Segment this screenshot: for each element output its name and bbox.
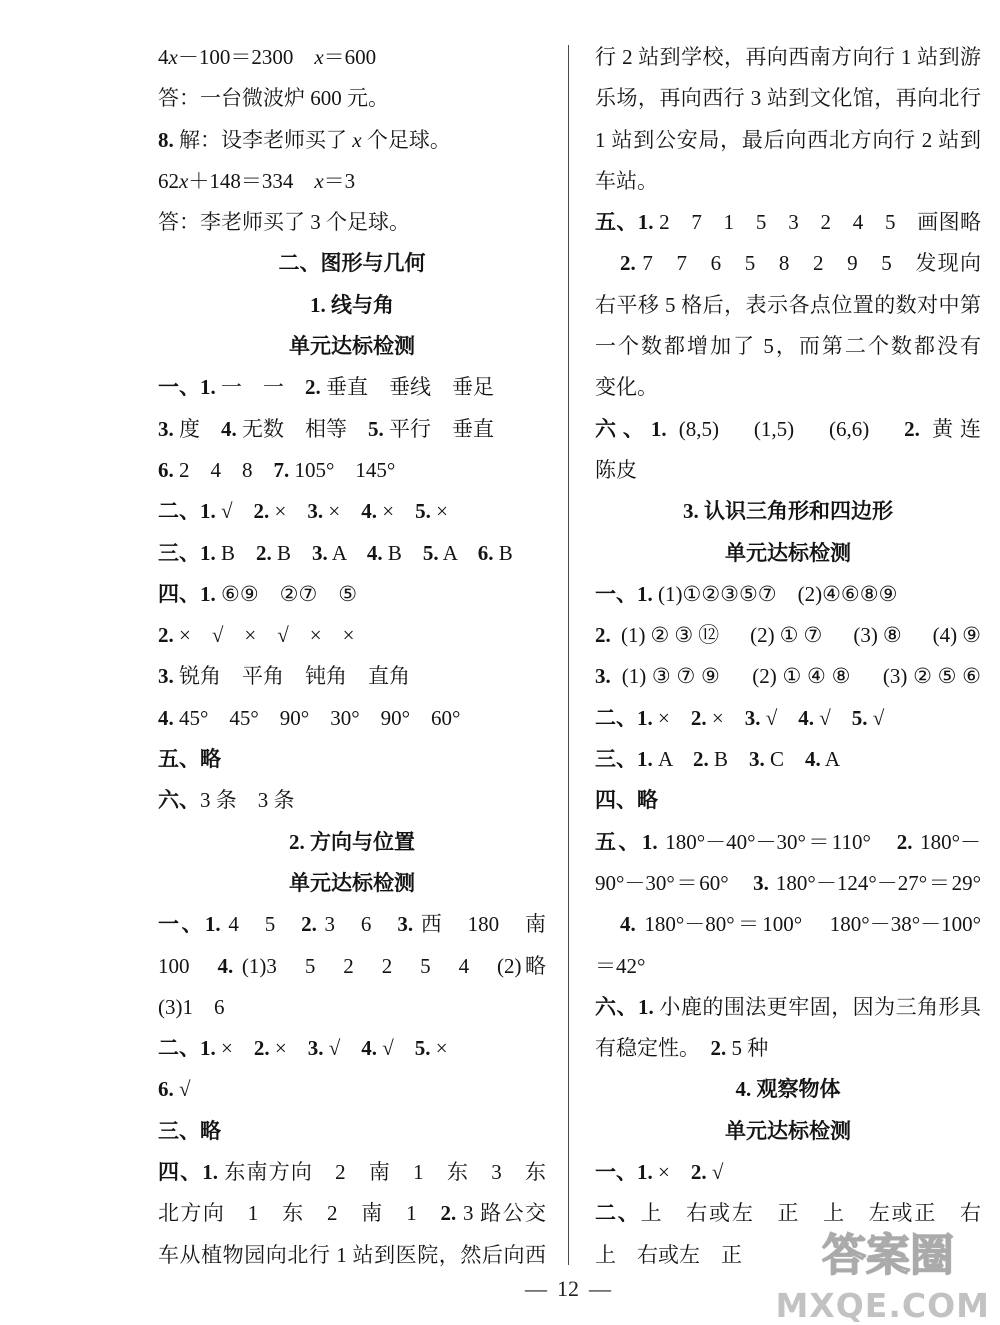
item-number: 六、1.: [595, 416, 667, 441]
answer-line: [595, 326, 981, 367]
answer-text: 3 条 3 条: [200, 788, 295, 813]
item-number: 2.: [690, 1160, 707, 1185]
answer-text: B: [271, 540, 313, 565]
item-number: 2.: [595, 623, 611, 648]
item-number: 6.: [158, 1077, 174, 1102]
answer-text: 西 180 南: [413, 912, 547, 937]
math-variable: x: [179, 168, 189, 193]
answer-text: (3)1 6: [158, 994, 225, 1019]
item-number: 三、略: [158, 1118, 221, 1143]
heading-text: 3. 认识三角形和四边形: [683, 499, 893, 524]
answer-text: 解：设李老师买了: [173, 127, 353, 152]
answer-line: [595, 946, 981, 987]
answer-text: ＝42°: [595, 953, 646, 978]
item-number: 6.: [477, 540, 494, 565]
item-number: 4.: [217, 953, 234, 978]
item-number: 4.: [361, 499, 377, 524]
answer-line: [158, 1193, 546, 1234]
answer-line: [595, 1152, 981, 1193]
answer-text: 4 5: [220, 912, 302, 937]
answer-text: B: [382, 540, 423, 565]
answer-text: √: [813, 705, 852, 730]
answer-line: [158, 987, 546, 1028]
answer-text: C: [764, 747, 806, 772]
section-heading: [595, 1111, 981, 1152]
item-number: 二、1.: [595, 705, 653, 730]
item-number: 五、略: [158, 747, 221, 772]
answer-text: 5 种: [726, 1036, 769, 1061]
item-number: 二、: [595, 1201, 641, 1226]
answer-text: (1)3 5 2 2 5 4 (2)略: [233, 953, 547, 978]
answer-text: ×: [430, 499, 448, 524]
answer-line: [158, 574, 546, 615]
answer-text: 上 右或左 正 上 左或正 右: [640, 1201, 981, 1226]
item-number: 4.: [805, 747, 821, 772]
answer-line: [595, 37, 981, 78]
item-number: 三、1.: [158, 540, 216, 565]
item-number: 2.: [253, 499, 270, 524]
answer-text: 北方向 1 东 2 南 1: [158, 1201, 441, 1226]
item-number: 四、1.: [158, 1160, 219, 1185]
heading-text: 单元达标检测: [725, 540, 851, 565]
item-number: 6.: [158, 457, 174, 482]
section-heading: [158, 863, 546, 904]
answer-text: 180°－40°－30°＝110°: [657, 829, 897, 854]
answer-text: 3 6: [316, 912, 398, 937]
item-number: 3.: [158, 416, 174, 441]
answer-line: [595, 285, 981, 326]
answer-text: 答：李老师买了 3 个足球。: [158, 210, 410, 235]
item-number: 2.: [620, 251, 636, 276]
heading-text: 二、图形与几何: [278, 251, 426, 276]
answer-text: ×: [652, 1160, 691, 1185]
answer-line: [595, 698, 981, 739]
item-number: 4.: [366, 540, 383, 565]
answer-text: 180°－: [912, 829, 982, 854]
answer-line: [595, 780, 981, 821]
item-number: 3.: [744, 705, 761, 730]
item-number: 二、1.: [158, 499, 216, 524]
answer-text: ＋148＝334: [188, 168, 315, 193]
item-number: 3.: [307, 1036, 324, 1061]
answer-text: (1)②③⑫ (2)①⑦ (3)⑧ (4)⑨: [610, 623, 981, 648]
item-number: 四、略: [595, 788, 658, 813]
answer-text: 个足球。: [361, 127, 451, 152]
answer-line: [595, 120, 981, 161]
section-heading: [158, 243, 546, 284]
answer-text: √: [215, 499, 254, 524]
answer-text: B: [708, 747, 750, 772]
answer-text: 小鹿的围法更牢固，因为三角形具: [653, 994, 982, 1019]
item-number: 3.: [753, 870, 769, 895]
answer-text: ×: [269, 499, 308, 524]
left-column: [158, 37, 546, 1276]
answer-line: [158, 946, 546, 987]
section-heading: [158, 285, 546, 326]
answer-line: [158, 161, 546, 202]
answer-text: (1)①②③⑤⑦ (2)④⑥⑧⑨: [652, 581, 898, 606]
answer-line: [595, 243, 981, 284]
item-number: 2.: [690, 705, 707, 730]
math-variable: x: [314, 168, 324, 193]
footer-dash: —: [525, 1276, 547, 1301]
item-number: 六、: [158, 788, 200, 813]
answer-text: 变化。: [595, 375, 658, 400]
item-number: 2.: [305, 375, 321, 400]
item-number: 3.: [397, 912, 414, 937]
answer-text: A: [820, 747, 841, 772]
answer-text: ×: [376, 499, 416, 524]
item-number: 4.: [361, 1036, 377, 1061]
answer-line: [158, 1111, 546, 1152]
answer-line: [595, 656, 981, 697]
answer-line: [158, 1028, 546, 1069]
answer-text: ×: [215, 1036, 254, 1061]
answer-text: －100＝2300: [177, 45, 315, 69]
answer-text: B: [215, 540, 257, 565]
answer-line: [158, 1235, 546, 1276]
answer-line: [158, 1069, 546, 1110]
answer-text: 3 路公交: [456, 1201, 547, 1226]
answer-line: [595, 1028, 981, 1069]
answer-text: ×: [706, 705, 745, 730]
answer-line: [158, 37, 546, 78]
item-number: 2.: [301, 912, 317, 937]
answer-line: [158, 409, 546, 450]
item-number: 7.: [273, 457, 290, 482]
answer-line: [158, 202, 546, 243]
answer-text: 行 2 站到学校，再向西南方向行 1 站到游: [595, 45, 981, 69]
item-number: 3.: [312, 540, 328, 565]
item-number: 一、1.: [595, 1160, 653, 1185]
answer-text: × √ × √ × ×: [173, 623, 355, 648]
math-variable: x: [314, 45, 324, 69]
section-heading: [595, 533, 981, 574]
answer-text: 陈皮: [595, 457, 637, 482]
item-number: 一、1.: [158, 375, 216, 400]
answer-line: [595, 202, 981, 243]
page-number: 12: [557, 1276, 579, 1301]
answer-text: ×: [430, 1036, 448, 1061]
answer-line: [158, 491, 546, 532]
answer-text: (8,5) (1,5) (6,6): [666, 416, 905, 441]
answer-text: 100: [158, 953, 218, 978]
section-heading: [158, 326, 546, 367]
answer-line: [158, 533, 546, 574]
answer-text: 一 一: [215, 375, 305, 400]
answer-text: A: [652, 747, 694, 772]
answer-text: 180°－80°＝100° 180°－38°－100°: [635, 912, 981, 937]
answer-line: [595, 161, 981, 202]
answer-text: 东南方向 2 南 1 东 3 东: [218, 1160, 547, 1185]
answer-text: 无数 相等: [236, 416, 368, 441]
heading-text: 1. 线与角: [310, 292, 394, 317]
answer-line: [595, 863, 981, 904]
answer-line: [595, 409, 981, 450]
answer-text: √: [173, 1077, 191, 1102]
right-column: [595, 37, 981, 1276]
answer-line: [595, 615, 981, 656]
item-number: 3.: [595, 664, 611, 689]
heading-text: 2. 方向与位置: [289, 829, 415, 854]
item-number: 4.: [221, 416, 237, 441]
item-number: 2.: [693, 747, 709, 772]
section-heading: [158, 822, 546, 863]
answer-line: [595, 450, 981, 491]
answer-text: 右平移 5 格后，表示各点位置的数对中第: [595, 292, 981, 317]
item-number: 2.: [158, 623, 174, 648]
item-number: 五、1.: [595, 210, 654, 235]
answer-text: ×: [269, 1036, 308, 1061]
answer-text: 7 7 6 5 8 2 9 5 发现向: [635, 251, 981, 276]
item-number: 5.: [414, 1036, 431, 1061]
answer-text: 上 右或左 正: [595, 1242, 742, 1267]
answer-line: [595, 574, 981, 615]
answer-text: 答：一台微波炉 600 元。: [158, 86, 389, 111]
answer-line: [595, 987, 981, 1028]
answer-text: 2 7 1 5 3 2 4 5 画图略: [653, 210, 982, 235]
item-number: 2.: [440, 1201, 457, 1226]
answer-line: [158, 739, 546, 780]
answer-text: 1 站到公安局，最后向西北方向行 2 站到: [595, 127, 981, 152]
answer-text: ×: [323, 499, 362, 524]
answer-text: 平行 垂直: [383, 416, 494, 441]
answer-text: 度: [173, 416, 221, 441]
answer-text: 105° 145°: [289, 457, 396, 482]
item-number: 2.: [256, 540, 272, 565]
section-heading: [595, 491, 981, 532]
item-number: 4.: [798, 705, 814, 730]
answer-text: ×: [652, 705, 691, 730]
answer-text: 62: [158, 168, 179, 193]
answer-text: √: [706, 1160, 724, 1185]
answer-text: 垂直 垂线 垂足: [320, 375, 494, 400]
answer-text: √: [376, 1036, 415, 1061]
item-number: 2.: [904, 416, 920, 441]
answer-text: A: [438, 540, 478, 565]
item-number: 五、1.: [595, 829, 658, 854]
page-footer: [468, 1274, 668, 1304]
answer-text: 2 4 8: [173, 457, 274, 482]
item-number: 2.: [253, 1036, 270, 1061]
item-number: 六、1.: [595, 994, 654, 1019]
answer-text: 车站。: [595, 168, 658, 193]
answer-text: A: [327, 540, 367, 565]
answer-line: [158, 780, 546, 821]
item-number: 4.: [158, 705, 174, 730]
answer-text: ＝600: [323, 45, 377, 69]
answer-text: 4: [158, 45, 169, 69]
heading-text: 4. 观察物体: [735, 1077, 841, 1102]
answer-text: ⑥⑨ ②⑦ ⑤: [215, 581, 358, 606]
item-number: 2.: [896, 829, 913, 854]
item-number: 三、1.: [595, 747, 653, 772]
answer-line: [158, 78, 546, 119]
answer-text: 锐角 平角 钝角 直角: [173, 664, 410, 689]
answer-line: [595, 822, 981, 863]
answer-line: [158, 367, 546, 408]
item-number: 一、1.: [158, 912, 221, 937]
item-number: 一、1.: [595, 581, 653, 606]
item-number: 3.: [307, 499, 324, 524]
item-number: 5.: [851, 705, 868, 730]
item-number: 4.: [620, 912, 636, 937]
watermark-site: MXQE.COM: [775, 1286, 990, 1325]
answer-text: √: [867, 705, 885, 730]
answer-text: ＝3: [323, 168, 356, 193]
answer-line: [158, 656, 546, 697]
math-variable: x: [352, 127, 362, 152]
answer-text: 车从植物园向北行 1 站到医院，然后向西: [158, 1242, 546, 1267]
answer-line: [158, 120, 546, 161]
answer-line: [158, 904, 546, 945]
answer-line: [158, 1152, 546, 1193]
heading-text: 单元达标检测: [725, 1118, 851, 1143]
item-number: 5.: [415, 499, 431, 524]
footer-dash: —: [589, 1276, 611, 1301]
answer-text: 90°－30°＝60°: [595, 870, 754, 895]
item-number: 5.: [422, 540, 439, 565]
answer-text: √: [323, 1036, 362, 1061]
section-heading: [595, 1069, 981, 1110]
answer-text: B: [493, 540, 513, 565]
answer-text: 一个数都增加了 5，而第二个数都没有: [595, 334, 981, 359]
answer-line: [595, 904, 981, 945]
answer-line: [595, 78, 981, 119]
item-number: 2.: [710, 1036, 727, 1061]
item-number: 3.: [158, 664, 174, 689]
answer-text: 乐场，再向西行 3 站到文化馆，再向北行: [595, 86, 981, 111]
answer-text: √: [760, 705, 799, 730]
item-number: 5.: [368, 416, 384, 441]
answer-text: 有稳定性。: [595, 1036, 711, 1061]
math-variable: x: [168, 45, 178, 69]
answer-line: [595, 739, 981, 780]
item-number: 二、1.: [158, 1036, 216, 1061]
column-divider: [568, 45, 569, 1265]
answer-text: 180°－124°－27°＝29°: [768, 870, 981, 895]
answer-line: [158, 450, 546, 491]
watermark-logo: 答案圈: [822, 1230, 954, 1281]
heading-text: 单元达标检测: [289, 334, 415, 359]
answer-text: 黄连: [919, 416, 982, 441]
heading-text: 单元达标检测: [289, 870, 415, 895]
answer-line: [158, 615, 546, 656]
answer-text: 45° 45° 90° 30° 90° 60°: [173, 705, 461, 730]
item-number: 8.: [158, 127, 174, 152]
answer-line: [158, 698, 546, 739]
item-number: 四、1.: [158, 581, 216, 606]
answer-text: (1)③⑦⑨ (2)①④⑧ (3)②⑤⑥: [610, 664, 981, 689]
item-number: 3.: [749, 747, 765, 772]
answer-line: [595, 367, 981, 408]
